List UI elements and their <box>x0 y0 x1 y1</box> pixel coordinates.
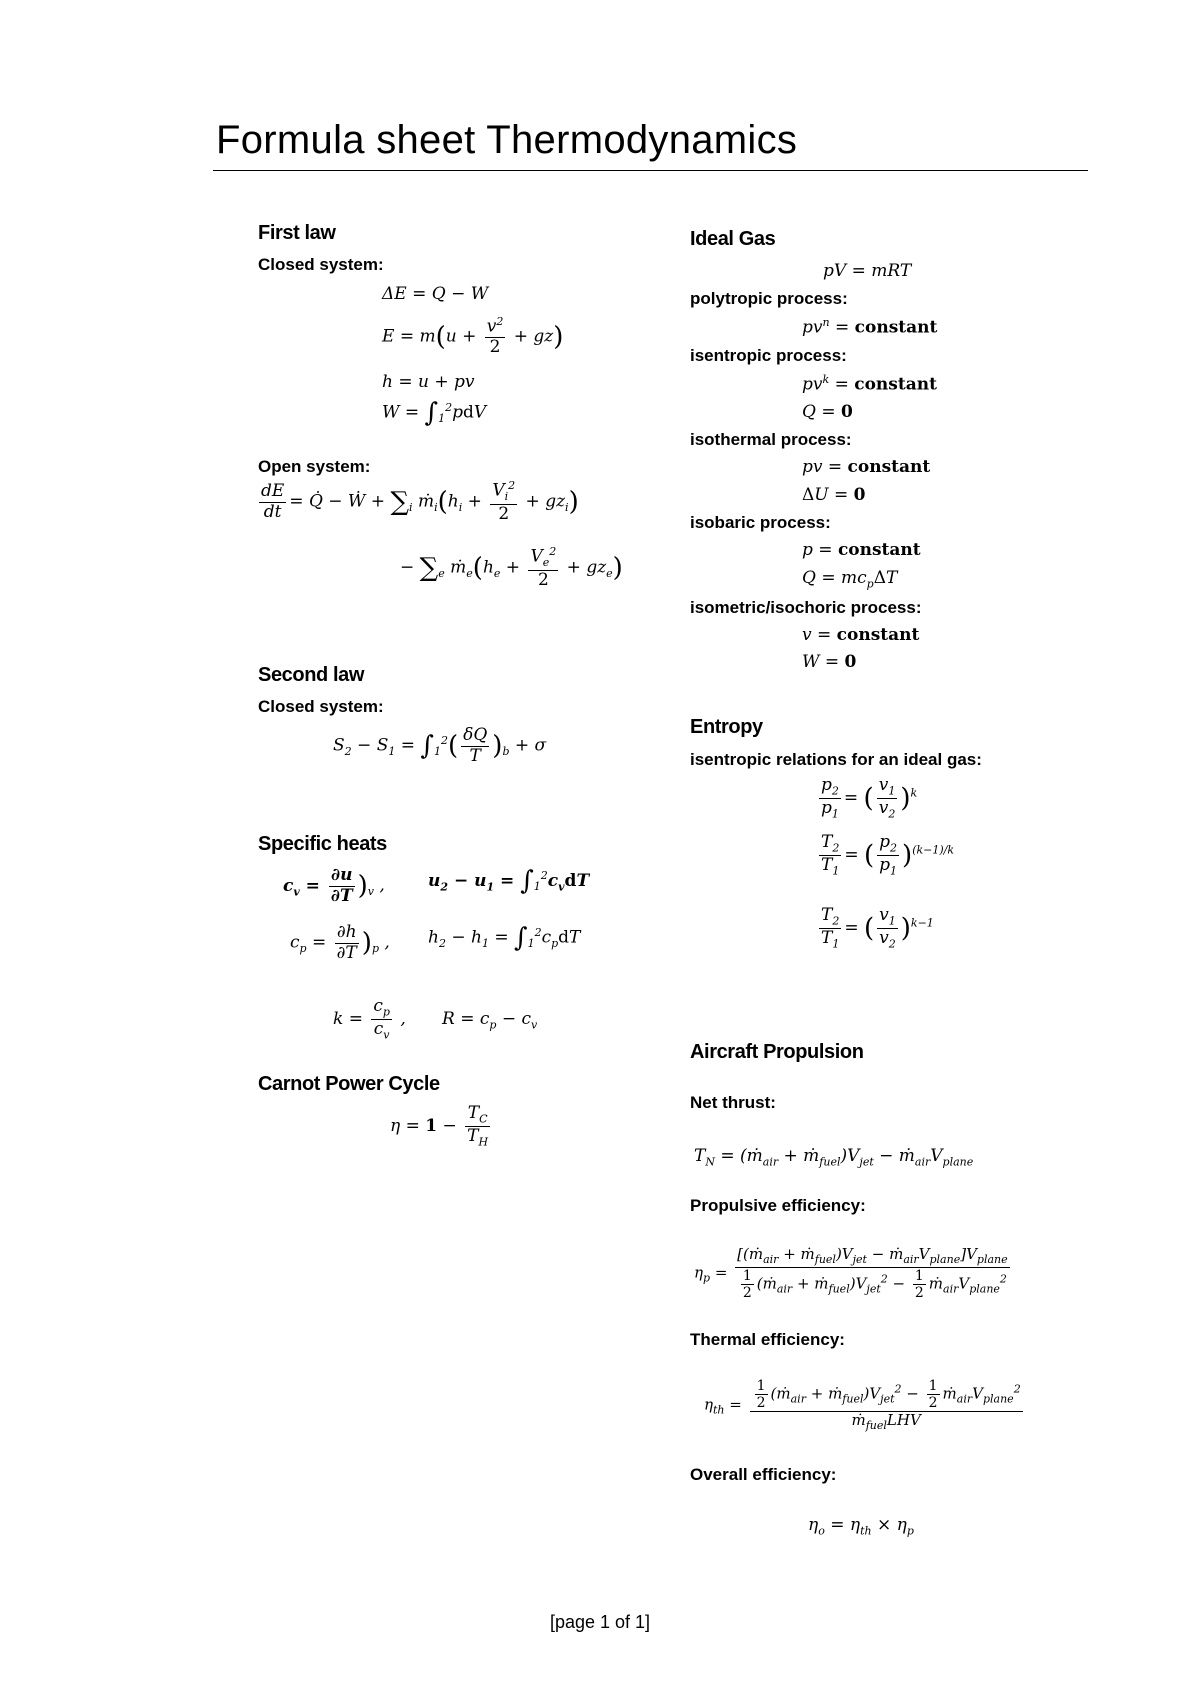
isentropic-label: isentropic process: <box>690 346 847 365</box>
eq-isentropic-heat: Q = 0 <box>802 402 853 422</box>
first-law-closed-label: Closed system: <box>258 255 384 274</box>
eq-cp-definition: $c_p$ = $\frac{\partial h}{\partial T}$ )$_p$ , <box>290 922 390 963</box>
eq-isobaric: p = constant <box>802 540 921 560</box>
eq-ideal-gas-law: pV = mRT <box>823 261 912 281</box>
eq-gas-constant: $R = c_p - c_v$ <box>442 1009 538 1032</box>
first-law-section <box>258 222 336 245</box>
eq-propulsive-efficiency: $\eta_p$ = [(ṁ$_{air}$ + $ṁ_{fuel})V_{jet}$ − $ṁ_{air}V_{plane}]V_{plane}$ $\frac{1}{2}$ (ṁ$_{air}$ + $ṁ_{fuel})V_{jet}^2$ − $\frac{1}{2}$ $ṁ_{air}V_{plane}^2$ <box>694 1245 1008 1301</box>
eq-boundary-work: $W = \int_1^2pdV$ <box>382 398 487 428</box>
eq-enthalpy-change: $h_2 - h_1 = \int_1^2c_pdT$ <box>428 923 581 953</box>
carnot-heading: Carnot Power Cycle <box>258 1073 440 1095</box>
constant-word: constant <box>836 625 920 645</box>
constant-word: constant <box>847 457 931 477</box>
propulsion-heading: Aircraft Propulsion <box>690 1041 864 1063</box>
eq-isobaric-heat: $Q = mc_p\Delta T$ <box>802 568 898 591</box>
overall-label: Overall efficiency: <box>690 1465 837 1484</box>
eq-specific-heat-ratio: k = $\frac{c_p}{c_v}$ , <box>333 996 406 1042</box>
eq-isentropic-pressure-volume: $\frac{p_2}{p_1}$ = ( $\frac{v_1}{v_2}$ )$^k$ <box>821 775 918 821</box>
eq-thermal-efficiency: $\eta_{th}$ = $\frac{1}{2}$ (ṁ$_{air}$ + $ṁ_{fuel})V_{jet}^2$ − $\frac{1}{2}$ $ṁ_{air}V_{plane}^2$ ṁ$_{fuel}$LHV <box>704 1378 1021 1433</box>
isobaric-label: isobaric process: <box>690 513 831 532</box>
eq-isentropic-temperature-volume: $\frac{T_2}{T_1}$ = ( $\frac{v_1}{v_2}$ )$^{k-1}$ <box>821 905 934 951</box>
first-law-heading: First law <box>258 222 336 244</box>
eq-open-system-1: $\frac{dE}{dt}$ = Q̇ − Ẇ + $\sum_i$ $ṁ_i(h_i$ + $\frac{V_i^2}{2}$ + $gz_i$) <box>261 479 579 524</box>
eq-cv-definition: $c_v$ = $\frac{\partial u}{\partial T}$ )$_v$ , <box>283 865 385 906</box>
eq-isometric-work: W = 0 <box>802 652 857 672</box>
title-underline <box>213 170 1088 171</box>
eq-isothermal: pv = constant <box>802 457 931 477</box>
eq-polytropic: $pv^n$ = constant <box>802 316 938 338</box>
constant-word: constant <box>854 374 937 395</box>
eq-isothermal-internal-energy: ΔU = 0 <box>802 485 866 505</box>
eq-total-energy: E = m(u + $\frac{v^2}{2}$ + gz) <box>382 315 564 358</box>
second-law-heading: Second law <box>258 664 365 686</box>
thermal-label: Thermal efficiency: <box>690 1330 845 1349</box>
eq-open-system-2: − $\sum_e$ $ṁ_e(h_e$ + $\frac{V_e^2}{2}$ + $gz_e$) <box>400 545 623 590</box>
net-thrust-label: Net thrust: <box>690 1093 776 1112</box>
specific-heats-heading: Specific heats <box>258 833 387 855</box>
eq-isentropic-temperature-pressure: $\frac{T_2}{T_1}$ = ( $\frac{p_2}{p_1}$ )$^{(k-1)/k}$ <box>821 832 955 878</box>
eq-entropy-balance: $S_2 - S_1 = \int_1^2$( $\frac{\delta Q}{T}$ )$_b + \sigma$ <box>333 725 547 766</box>
entropy-label: isentropic relations for an ideal gas: <box>690 750 982 769</box>
constant-word: constant <box>837 540 921 560</box>
eq-carnot-efficiency: η = 1 − $\frac{T_C}{T_H}$ <box>390 1103 489 1149</box>
constant-word: constant <box>854 317 938 338</box>
page-title: Formula sheet Thermodynamics <box>216 118 798 162</box>
second-law-closed-label: Closed system: <box>258 697 384 716</box>
isometric-label: isometric/isochoric process: <box>690 598 922 617</box>
first-law-open-label: Open system: <box>258 457 371 476</box>
eq-net-thrust: $T_N$ = (ṁ$_{air}$ + $ṁ_{fuel})V_{jet}$ − $ṁ_{air}V_{plane}$ <box>694 1146 974 1169</box>
ideal-gas-heading: Ideal Gas <box>690 228 776 250</box>
polytropic-label: polytropic process: <box>690 289 848 308</box>
eq-overall-efficiency: $\eta_o = \eta_{th} \times \eta_p$ <box>808 1515 914 1538</box>
eq-isometric: v = constant <box>802 625 920 645</box>
eq-energy-balance: ΔE = Q − W <box>382 284 489 304</box>
propulsive-label: Propulsive efficiency: <box>690 1196 866 1215</box>
eq-enthalpy: h = u + pv <box>382 372 475 392</box>
page-footer: [page 1 of 1] <box>549 1612 651 1632</box>
eq-internal-energy-change: $u_2 - u_1 = \int_1^2c_vdT$ <box>428 866 590 896</box>
eq-isentropic: $pv^k$ = constant <box>802 373 937 395</box>
isothermal-label: isothermal process: <box>690 430 852 449</box>
entropy-heading: Entropy <box>690 716 763 738</box>
